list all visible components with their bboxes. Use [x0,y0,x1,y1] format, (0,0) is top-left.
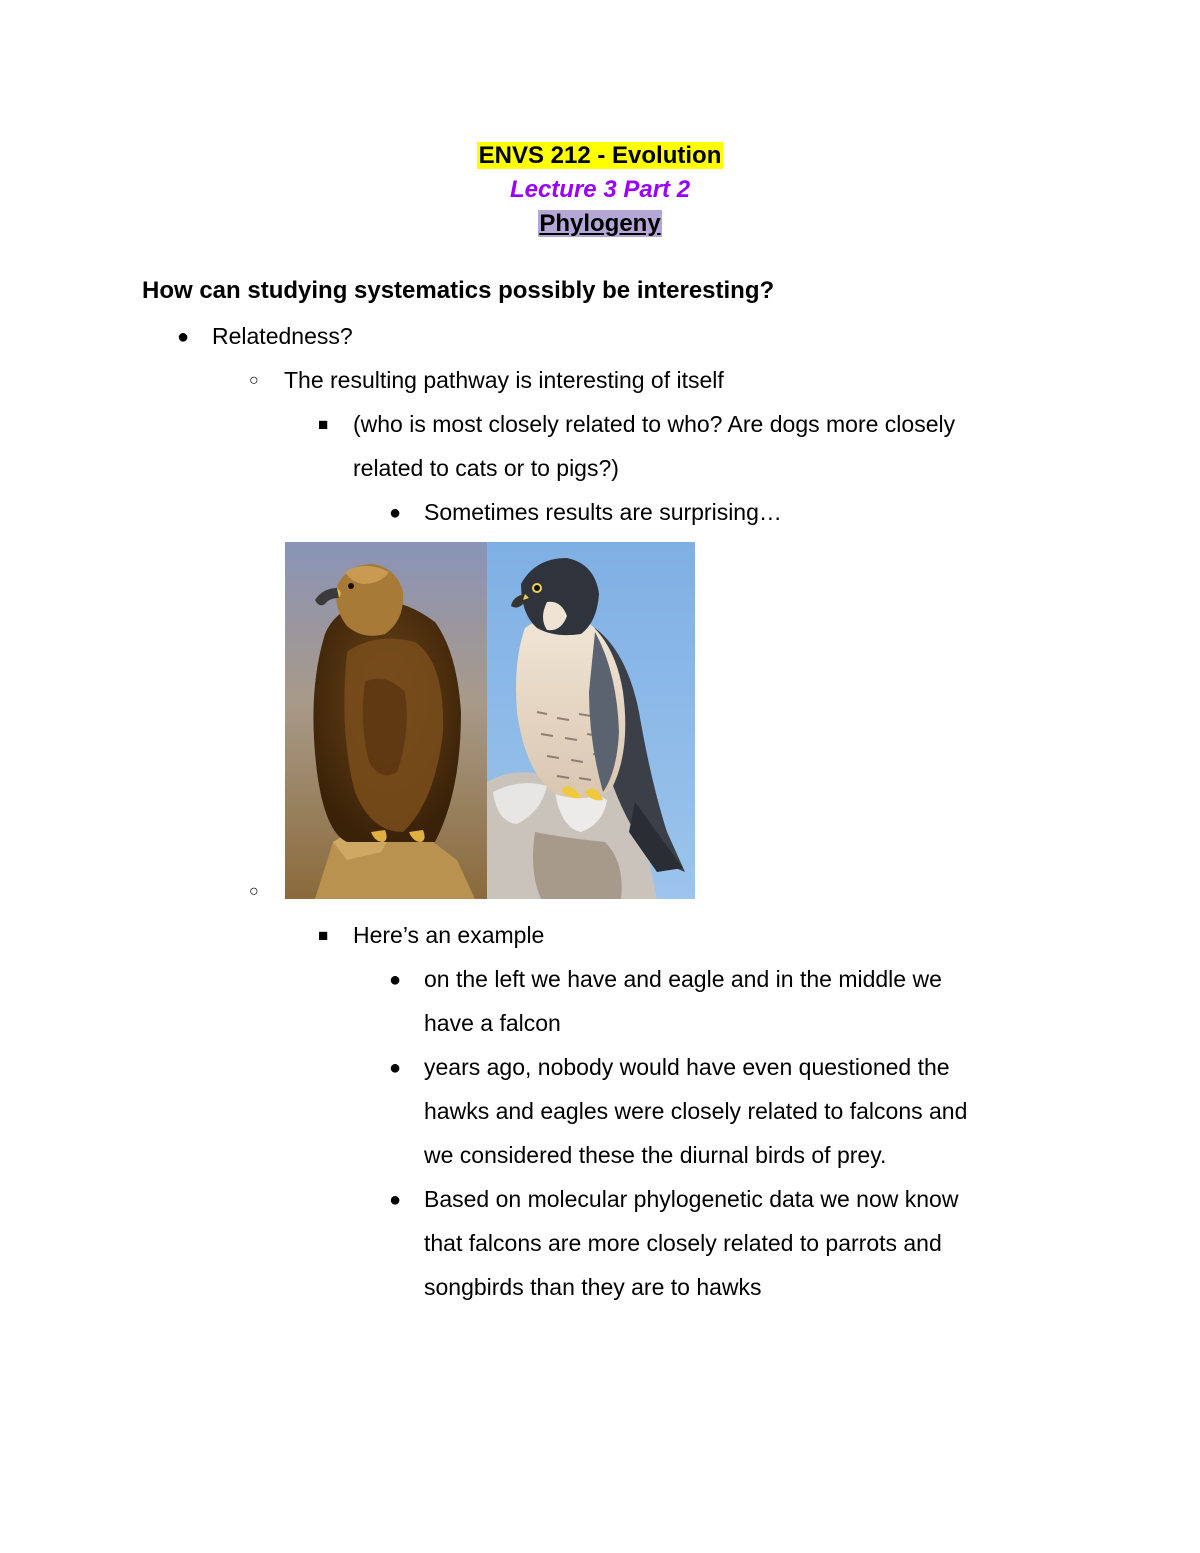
list-item-relatedness: Relatedness? [212,323,353,349]
list-item-years-line2: hawks and eagles were closely related to falcons and [424,1098,968,1124]
bullet-dot: ● [389,969,402,991]
list-item-based-line3: songbirds than they are to hawks [424,1274,762,1300]
eagle-image [285,542,487,899]
bullet-dot: ● [389,1057,402,1079]
bullet-square: ■ [318,415,329,434]
lecture-subtitle: Lecture 3 Part 2 [509,176,691,203]
bullet-circle: ○ [249,372,259,389]
list-item-who-line2: related to cats or to pigs?) [353,455,619,481]
list-item-example: Here’s an example [353,922,545,948]
bullet-dot: ● [389,502,402,524]
list-item-years-line1: years ago, nobody would have even questioned the [424,1054,950,1080]
list-item-left-line2: have a falcon [424,1010,561,1036]
question-heading: How can studying systematics possibly be interesting? [142,277,775,304]
course-title: ENVS 212 - Evolution [478,142,722,169]
list-item-surprising: Sometimes results are surprising… [424,499,782,525]
list-item-pathway: The resulting pathway is interesting of itself [284,367,724,393]
list-item-years-line3: we considered these the diurnal birds of prey. [424,1142,887,1168]
list-item-who-line1: (who is most closely related to who? Are dogs more closely [353,411,956,437]
bullet-circle: ○ [249,883,259,900]
list-item-left-line1: on the left we have and eagle and in the middle we [424,966,942,992]
bullet-square: ■ [318,926,329,945]
bullet-dot: ● [389,1189,402,1211]
bullet-dot: ● [177,326,190,348]
list-item-based-line2: that falcons are more closely related to parrots and [424,1230,942,1256]
eagle-falcon-photo [285,542,695,899]
list-item-based-line1: Based on molecular phylogenetic data we now know [424,1186,959,1212]
topic-title: Phylogeny [539,210,661,237]
falcon-image [487,542,695,899]
